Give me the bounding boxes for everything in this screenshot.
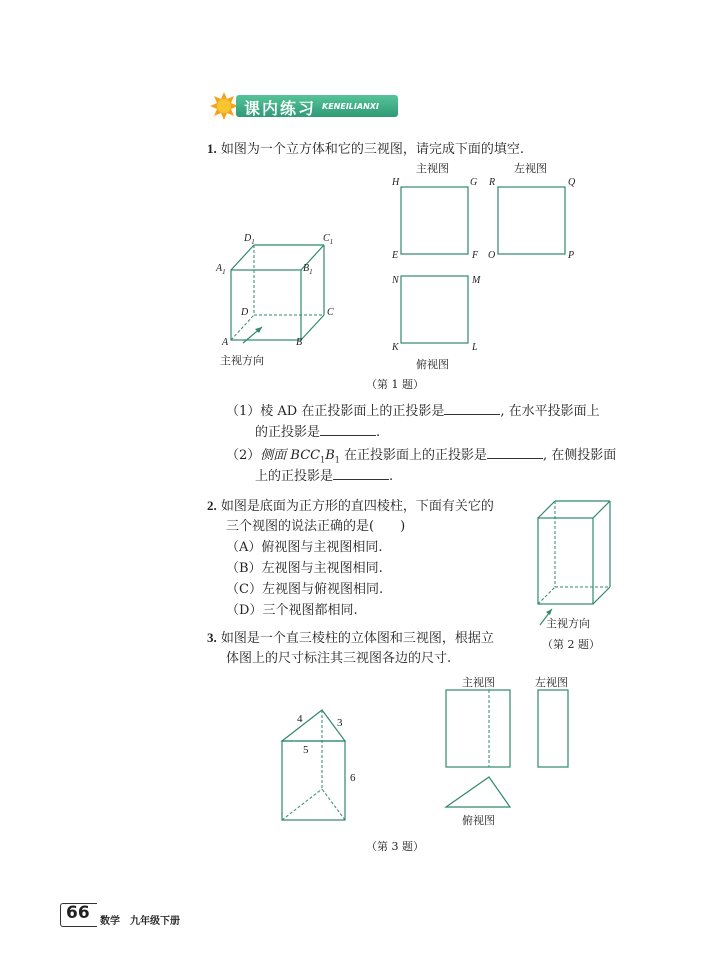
label-C: C: [327, 307, 334, 318]
label-B: B: [296, 337, 303, 348]
q2-option-b[interactable]: （B）左视图与主视图相同.: [226, 561, 383, 576]
label-C1: $C_1$: [323, 233, 334, 246]
banner-subtitle: KENEILIANXI: [322, 102, 379, 111]
q3-caption: （第 3 题）: [366, 840, 424, 853]
label-F: F: [472, 250, 479, 261]
label-B1: $B_1$: [303, 263, 313, 276]
q1-part2-line1: （2）侧面 $BCC_1B_1$ 在正投影面上的正投影是 , 在侧投影面: [226, 445, 616, 470]
q3-dim-4: 4: [297, 713, 303, 725]
page-number: 66: [66, 903, 90, 923]
label-M: M: [472, 275, 481, 286]
label-L: L: [472, 342, 478, 353]
q2-direction: 主视方向: [546, 617, 590, 630]
q3-line2: 体图上的尺寸标注其三视图各边的尺寸.: [226, 651, 452, 666]
label-D1: $D_1$: [244, 233, 255, 246]
label-Q: Q: [568, 177, 576, 188]
book-title: 数学 九年级下册: [100, 916, 180, 927]
q3-left-title: 左视图: [535, 676, 568, 689]
q1-part1-line2: 的正投影是 .: [255, 422, 380, 442]
q1-part2-line2: 上的正投影是 .: [255, 466, 393, 486]
q2-option-d[interactable]: （D）三个视图都相同.: [226, 603, 358, 618]
label-D: D: [241, 307, 249, 318]
q1-front-title: 主视图: [416, 162, 449, 175]
q3-top-view: [446, 777, 510, 807]
q1-top-title: 俯视图: [416, 358, 449, 371]
label-P: P: [568, 250, 575, 261]
label-A: A: [222, 337, 229, 348]
q1-direction: 主视方向: [220, 354, 264, 367]
q2-option-c[interactable]: （C）左视图与俯视图相同.: [226, 582, 384, 597]
label-R: R: [489, 177, 496, 188]
q3-line1: 3. 如图是一个直三棱柱的立体图和三视图，根据立: [207, 630, 494, 646]
q2-line2: 三个视图的说法正确的是( ): [226, 519, 406, 534]
q1-text: 1. 如图为一个立方体和它的三视图，请完成下面的填空.: [207, 141, 525, 157]
q2-option-a[interactable]: （A）俯视图与主视图相同.: [226, 540, 383, 555]
label-A1: $A_1$: [216, 263, 226, 276]
q3-dim-3: 3: [337, 717, 343, 729]
q1-part1-line1: （1）棱 AD 在正投影面上的正投影是 , 在水平投影面上: [226, 401, 600, 421]
label-N: N: [392, 275, 399, 286]
banner-title: 课内练习: [244, 99, 317, 118]
q2-caption: （第 2 题）: [542, 638, 600, 651]
q3-top-title: 俯视图: [462, 814, 495, 827]
q3-front-view: [446, 690, 510, 767]
label-E: E: [392, 250, 399, 261]
q1-caption: （第 1 题）: [366, 378, 424, 391]
label-H: H: [392, 177, 400, 188]
label-K: K: [392, 342, 399, 353]
q3-front-title: 主视图: [462, 676, 495, 689]
label-O: O: [488, 250, 496, 261]
q3-left-view: [538, 690, 568, 767]
q1-left-title: 左视图: [514, 162, 547, 175]
q3-prism: [282, 710, 345, 820]
q2-line1: 2. 如图是底面为正方形的直四棱柱，下面有关它的: [207, 498, 494, 514]
label-G: G: [470, 177, 478, 188]
q3-dim-5: 5: [303, 744, 309, 756]
q3-dim-6: 6: [350, 772, 356, 784]
